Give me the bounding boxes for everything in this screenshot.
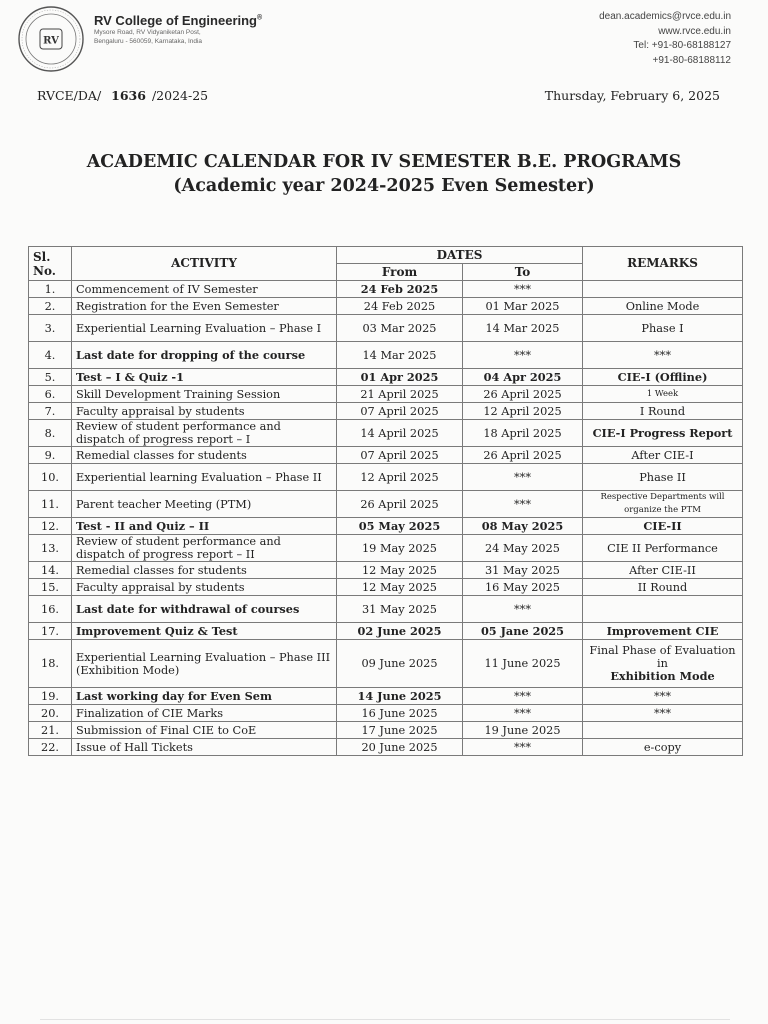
row-from-date-text: 26 April 2025 xyxy=(360,497,439,511)
row-sl-no xyxy=(29,342,72,369)
row-from-date-text: 14 Mar 2025 xyxy=(362,348,437,362)
table-row xyxy=(29,315,743,342)
row-remarks-text: After CIE-II xyxy=(629,563,696,577)
row-activity-text: Last date for withdrawal of courses xyxy=(76,601,300,616)
row-remarks xyxy=(583,315,743,342)
row-sl-no-text: 21. xyxy=(41,723,59,737)
table-row xyxy=(29,518,743,535)
table-row xyxy=(29,386,743,403)
college-logo xyxy=(16,4,86,74)
row-to-date-text: 24 May 2025 xyxy=(485,541,560,555)
row-remarks-text: Improvement CIE xyxy=(606,623,719,638)
row-activity-text: Last date for dropping of the course xyxy=(76,347,306,362)
row-from-date xyxy=(337,579,463,596)
table-row xyxy=(29,722,743,739)
row-from-date-text: 03 Mar 2025 xyxy=(362,321,437,335)
telephone-1: Tel: +91-80-68188127 xyxy=(633,40,731,51)
row-from-date xyxy=(337,447,463,464)
row-to-date xyxy=(463,386,583,403)
row-remarks xyxy=(583,705,743,722)
row-activity-text: Submission of Final CIE to CoE xyxy=(76,723,257,737)
row-sl-no-text: 11. xyxy=(41,497,59,511)
row-to-date-text: 08 May 2025 xyxy=(481,518,564,533)
email: dean.academics@rvce.edu.in xyxy=(599,11,731,22)
row-remarks-text: *** xyxy=(654,689,671,703)
row-from-date-text: 17 June 2025 xyxy=(361,723,438,737)
row-from-date xyxy=(337,535,463,562)
row-remarks xyxy=(583,369,743,386)
row-sl-no xyxy=(29,464,72,491)
row-activity-text: Skill Development Training Session xyxy=(76,387,281,401)
row-from-date xyxy=(337,403,463,420)
row-to-date-text: *** xyxy=(514,706,531,720)
row-activity-text: Commencement of IV Semester xyxy=(76,282,258,296)
header-from: From xyxy=(337,264,463,281)
row-remarks xyxy=(583,739,743,756)
row-activity-text: Issue of Hall Tickets xyxy=(76,740,193,754)
row-activity xyxy=(72,491,337,518)
table-row xyxy=(29,739,743,756)
row-to-date xyxy=(463,579,583,596)
row-activity xyxy=(72,386,337,403)
table-row xyxy=(29,596,743,623)
row-sl-no xyxy=(29,447,72,464)
table-row xyxy=(29,623,743,640)
row-activity xyxy=(72,420,337,447)
row-remarks-text: 1 Week xyxy=(646,388,679,399)
row-remarks-bold-text: Exhibition Mode xyxy=(610,669,715,683)
row-to-date-text: *** xyxy=(514,689,531,703)
row-activity xyxy=(72,640,337,688)
row-remarks xyxy=(583,420,743,447)
row-from-date xyxy=(337,386,463,403)
row-activity xyxy=(72,535,337,562)
row-activity-text: Faculty appraisal by students xyxy=(76,404,245,418)
row-activity-text: Remedial classes for students xyxy=(76,448,247,462)
row-remarks xyxy=(583,281,743,298)
college-name: RV College of Engineering® xyxy=(94,13,263,28)
row-sl-no xyxy=(29,596,72,623)
header-dates: DATES xyxy=(337,247,583,264)
row-sl-no-text: 7. xyxy=(44,404,56,418)
row-to-date-text: *** xyxy=(514,740,531,754)
row-sl-no-text: 4. xyxy=(44,348,56,362)
row-to-date-text: *** xyxy=(514,348,531,362)
table-row xyxy=(29,535,743,562)
row-remarks xyxy=(583,640,743,688)
table-row xyxy=(29,464,743,491)
row-remarks-text: CIE II Performance xyxy=(607,541,718,555)
table-row xyxy=(29,281,743,298)
row-to-date-text: 12 April 2025 xyxy=(483,404,562,418)
row-remarks-text: Phase II xyxy=(639,470,686,484)
row-remarks-text: *** xyxy=(654,706,671,720)
row-remarks-text: I Round xyxy=(639,404,686,418)
row-to-date-text: *** xyxy=(514,282,531,296)
row-sl-no xyxy=(29,386,72,403)
row-to-date xyxy=(463,640,583,688)
row-remarks-text: e-copy xyxy=(643,740,682,754)
table-row xyxy=(29,420,743,447)
page-title: ACADEMIC CALENDAR FOR IV SEMESTER B.E. PROGRAMS (Academic year 2024-2025 Even Semester) xyxy=(86,152,682,196)
row-sl-no-text: 12. xyxy=(41,519,59,533)
row-to-date xyxy=(463,518,583,535)
telephone-2: +91-80-68188112 xyxy=(652,54,731,66)
row-sl-no-text: 3. xyxy=(44,321,56,335)
row-remarks-text: CIE-I Progress Report xyxy=(592,425,733,440)
row-sl-no-text: 18. xyxy=(41,657,59,670)
row-to-date xyxy=(463,562,583,579)
table-row xyxy=(29,705,743,722)
row-activity-text: Experiential learning Evaluation – Phase II xyxy=(76,470,322,484)
row-from-date-text: 14 April 2025 xyxy=(360,426,439,440)
row-remarks-text: CIE-I (Offline) xyxy=(617,369,708,384)
row-from-date-text: 14 June 2025 xyxy=(357,688,442,703)
row-remarks-text: CIE-II xyxy=(643,518,682,533)
row-activity xyxy=(72,562,337,579)
row-remarks-text: *** xyxy=(654,348,671,362)
row-activity xyxy=(72,722,337,739)
row-from-date-text: 24 Feb 2025 xyxy=(363,299,436,313)
table-row xyxy=(29,447,743,464)
row-from-date xyxy=(337,688,463,705)
row-sl-no-text: 5. xyxy=(44,370,56,384)
row-from-date-text: 20 June 2025 xyxy=(361,740,438,754)
row-to-date-text: *** xyxy=(514,470,531,484)
row-from-date xyxy=(337,640,463,688)
row-to-date-text: 05 Jane 2025 xyxy=(480,623,565,638)
row-from-date-text: 19 May 2025 xyxy=(362,541,437,555)
row-sl-no-text: 6. xyxy=(44,387,56,401)
row-to-date-text: *** xyxy=(514,497,531,511)
row-activity xyxy=(72,298,337,315)
table-row xyxy=(29,491,743,518)
reference-number: RVCE/DA/ 1636 /2024-25 xyxy=(37,88,209,103)
row-activity xyxy=(72,403,337,420)
row-sl-no xyxy=(29,491,72,518)
row-activity xyxy=(72,705,337,722)
college-seal-icon xyxy=(16,4,86,74)
row-activity xyxy=(72,518,337,535)
row-remarks xyxy=(583,447,743,464)
table-row xyxy=(29,369,743,386)
row-from-date-text: 07 April 2025 xyxy=(360,404,439,418)
table-row xyxy=(29,562,743,579)
row-sl-no xyxy=(29,369,72,386)
table-row xyxy=(29,579,743,596)
college-address-line1: Mysore Road, RV Vidyaniketan Post, xyxy=(94,29,201,36)
row-from-date xyxy=(337,722,463,739)
row-activity xyxy=(72,342,337,369)
row-from-date-text: 07 April 2025 xyxy=(360,448,439,462)
header-activity: ACTIVITY xyxy=(72,247,337,281)
row-remarks-text: II Round xyxy=(637,580,688,594)
row-sl-no-text: 2. xyxy=(44,299,56,313)
row-sl-no xyxy=(29,403,72,420)
row-from-date xyxy=(337,464,463,491)
website: www.rvce.edu.in xyxy=(658,25,731,37)
row-from-date-text: 21 April 2025 xyxy=(360,387,439,401)
row-sl-no xyxy=(29,298,72,315)
row-from-date xyxy=(337,315,463,342)
row-remarks xyxy=(583,579,743,596)
row-sl-no-text: 20. xyxy=(41,706,59,720)
page-bottom-rule xyxy=(40,1019,730,1020)
row-activity-text: Experiential Learning Evaluation – Phase III (Exhibition Mode) xyxy=(76,650,331,677)
row-activity-text: Registration for the Even Semester xyxy=(76,299,279,313)
row-to-date xyxy=(463,447,583,464)
row-activity xyxy=(72,739,337,756)
row-to-date xyxy=(463,739,583,756)
row-activity xyxy=(72,315,337,342)
row-activity-text: Test - II and Quiz – II xyxy=(76,518,210,533)
row-activity-text: Parent teacher Meeting (PTM) xyxy=(76,497,252,511)
row-remarks xyxy=(583,596,743,623)
row-to-date-text: 01 Mar 2025 xyxy=(485,299,560,313)
row-activity-text: Test – I & Quiz -1 xyxy=(76,369,184,384)
calendar-body xyxy=(29,281,743,756)
row-sl-no xyxy=(29,535,72,562)
row-remarks-text: Phase I xyxy=(641,321,684,335)
row-to-date xyxy=(463,491,583,518)
row-from-date-text: 05 May 2025 xyxy=(358,518,441,533)
row-from-date xyxy=(337,518,463,535)
row-remarks-text: Online Mode xyxy=(625,299,700,313)
row-to-date xyxy=(463,623,583,640)
letter-date: Thursday, February 6, 2025 xyxy=(544,88,720,103)
row-remarks xyxy=(583,535,743,562)
row-activity-text: Improvement Quiz & Test xyxy=(76,623,238,638)
row-from-date-text: 02 June 2025 xyxy=(357,623,442,638)
table-row xyxy=(29,640,743,688)
row-from-date xyxy=(337,596,463,623)
row-from-date xyxy=(337,705,463,722)
row-remarks xyxy=(583,518,743,535)
row-sl-no-text: 13. xyxy=(41,541,59,555)
row-from-date xyxy=(337,342,463,369)
row-sl-no xyxy=(29,623,72,640)
table-row xyxy=(29,403,743,420)
row-remarks xyxy=(583,342,743,369)
row-sl-no-text: 1. xyxy=(44,282,56,296)
row-activity-text: Faculty appraisal by students xyxy=(76,580,245,594)
row-to-date xyxy=(463,420,583,447)
row-sl-no xyxy=(29,722,72,739)
row-activity xyxy=(72,579,337,596)
row-activity-text: Last working day for Even Sem xyxy=(76,688,272,703)
college-block xyxy=(94,13,262,46)
row-to-date xyxy=(463,596,583,623)
row-activity xyxy=(72,596,337,623)
row-to-date-text: 16 May 2025 xyxy=(485,580,560,594)
row-activity-text: Review of student performance and dispatch of progress report – I xyxy=(76,420,281,446)
row-remarks xyxy=(583,623,743,640)
row-remarks xyxy=(583,464,743,491)
row-to-date-text: 11 June 2025 xyxy=(484,657,561,670)
row-activity xyxy=(72,281,337,298)
row-to-date xyxy=(463,369,583,386)
row-sl-no xyxy=(29,739,72,756)
row-to-date-text: *** xyxy=(514,602,531,616)
row-sl-no xyxy=(29,315,72,342)
row-activity-text: Finalization of CIE Marks xyxy=(76,706,224,720)
row-remarks xyxy=(583,722,743,739)
row-to-date xyxy=(463,688,583,705)
row-sl-no-text: 17. xyxy=(41,624,59,638)
row-remarks xyxy=(583,688,743,705)
header-sl-no: Sl. No. xyxy=(29,247,72,281)
row-sl-no-text: 22. xyxy=(41,740,59,754)
row-sl-no-text: 14. xyxy=(41,563,59,577)
row-from-date xyxy=(337,562,463,579)
row-to-date xyxy=(463,315,583,342)
table-row xyxy=(29,298,743,315)
row-to-date-text: 19 June 2025 xyxy=(484,723,561,737)
row-from-date xyxy=(337,369,463,386)
table-row xyxy=(29,688,743,705)
row-sl-no-text: 19. xyxy=(41,689,59,703)
row-to-date-text: 14 Mar 2025 xyxy=(485,321,560,335)
row-sl-no xyxy=(29,579,72,596)
row-from-date xyxy=(337,420,463,447)
row-to-date-text: 04 Apr 2025 xyxy=(483,369,562,384)
row-to-date xyxy=(463,705,583,722)
row-activity xyxy=(72,369,337,386)
row-from-date xyxy=(337,281,463,298)
row-to-date xyxy=(463,722,583,739)
row-activity-text: Experiential Learning Evaluation – Phase I xyxy=(76,321,322,335)
row-from-date xyxy=(337,298,463,315)
row-from-date-text: 12 May 2025 xyxy=(362,580,437,594)
row-to-date xyxy=(463,535,583,562)
row-to-date xyxy=(463,342,583,369)
contact-block xyxy=(599,10,731,68)
row-to-date xyxy=(463,464,583,491)
row-to-date-text: 26 April 2025 xyxy=(483,448,562,462)
row-from-date-text: 09 June 2025 xyxy=(361,657,438,670)
row-from-date-text: 24 Feb 2025 xyxy=(360,281,439,296)
row-from-date-text: 31 May 2025 xyxy=(362,602,437,616)
college-address-line2: Bengaluru - 560059, Karnataka, India xyxy=(94,38,203,45)
row-from-date xyxy=(337,491,463,518)
row-from-date xyxy=(337,623,463,640)
row-sl-no xyxy=(29,562,72,579)
row-remarks-text: Respective Departments will organize the PTM xyxy=(600,492,725,515)
row-sl-no-text: 9. xyxy=(44,448,56,462)
row-remarks xyxy=(583,298,743,315)
row-activity xyxy=(72,623,337,640)
row-remarks xyxy=(583,403,743,420)
row-activity xyxy=(72,464,337,491)
row-from-date-text: 12 May 2025 xyxy=(362,563,437,577)
row-remarks xyxy=(583,491,743,518)
row-to-date xyxy=(463,403,583,420)
row-remarks-text: After CIE-I xyxy=(631,448,694,462)
row-sl-no xyxy=(29,640,72,688)
row-sl-no-text: 16. xyxy=(41,602,59,616)
row-to-date-text: 26 April 2025 xyxy=(483,387,562,401)
row-from-date-text: 01 Apr 2025 xyxy=(360,369,439,384)
academic-calendar-table xyxy=(28,246,743,756)
row-to-date xyxy=(463,298,583,315)
svg-text:RV: RV xyxy=(43,35,59,47)
table-row xyxy=(29,342,743,369)
row-to-date-text: 31 May 2025 xyxy=(485,563,560,577)
row-activity-text: Remedial classes for students xyxy=(76,563,247,577)
row-sl-no xyxy=(29,420,72,447)
row-remarks xyxy=(583,386,743,403)
row-from-date-text: 12 April 2025 xyxy=(360,470,439,484)
row-activity-text: Review of student performance and dispatch of progress report – II xyxy=(76,535,281,561)
row-from-date-text: 16 June 2025 xyxy=(361,706,438,720)
header-to: To xyxy=(463,264,583,281)
row-remarks xyxy=(583,562,743,579)
row-sl-no xyxy=(29,688,72,705)
row-sl-no xyxy=(29,705,72,722)
row-activity xyxy=(72,688,337,705)
row-sl-no-text: 15. xyxy=(41,580,59,594)
row-to-date-text: 18 April 2025 xyxy=(483,426,562,440)
row-sl-no xyxy=(29,281,72,298)
header-remarks: REMARKS xyxy=(583,247,743,281)
row-from-date xyxy=(337,739,463,756)
row-to-date xyxy=(463,281,583,298)
row-sl-no-text: 8. xyxy=(44,426,56,440)
row-sl-no-text: 10. xyxy=(41,470,59,484)
row-activity xyxy=(72,447,337,464)
row-sl-no xyxy=(29,518,72,535)
row-remarks-text: Final Phase of Evaluation in xyxy=(589,644,736,670)
